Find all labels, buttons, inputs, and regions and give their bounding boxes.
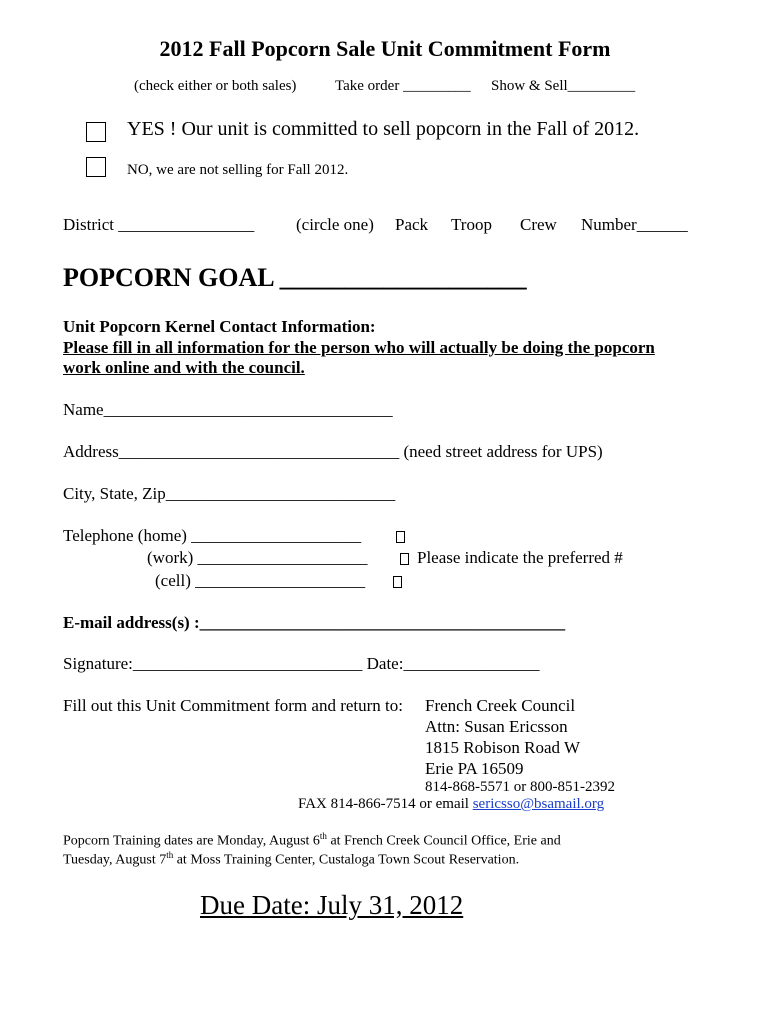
due-date: Due Date: July 31, 2012 <box>200 890 464 920</box>
yes-option-label: YES ! Our unit is committed to sell popcorn in the Fall of 2012. <box>127 118 640 140</box>
phone-cell-preferred-box[interactable] <box>393 576 402 588</box>
sales-note: (check either or both sales) <box>134 78 297 94</box>
no-checkbox[interactable] <box>86 157 106 177</box>
preferred-number-note: Please indicate the preferred # <box>417 548 623 567</box>
popcorn-goal-field[interactable]: POPCORN GOAL ___________________ <box>63 263 527 292</box>
return-phones: 814-868-5571 or 800-851-2392 <box>425 779 615 795</box>
training-line-2 <box>63 850 519 869</box>
take-order-field[interactable]: Take order _________ <box>335 78 471 94</box>
training-line-1 <box>63 831 561 850</box>
email-field[interactable]: E-mail address(s) :___________________________________________ <box>63 613 566 632</box>
fax-email-line <box>298 796 604 813</box>
troop-option[interactable]: Troop <box>451 215 492 234</box>
return-street: 1815 Robison Road W <box>425 738 581 757</box>
training-line1-sup: th <box>319 831 327 841</box>
city-state-zip-field[interactable]: City, State, Zip___________________________ <box>63 484 396 503</box>
contact-heading: Unit Popcorn Kernel Contact Information: <box>63 317 376 336</box>
training-line2-rest: at Moss Training Center, Custaloga Town Scout Reservation. <box>173 852 520 868</box>
unit-number-field[interactable]: Number______ <box>581 215 688 234</box>
district-field[interactable]: District ________________ <box>63 215 255 234</box>
training-line2-sup: th <box>166 850 174 860</box>
show-sell-field[interactable]: Show & Sell_________ <box>491 78 636 94</box>
return-attn: Attn: Susan Ericsson <box>425 717 568 736</box>
pack-option[interactable]: Pack <box>395 215 429 234</box>
training-line1-rest: at French Creek Council Office, Erie and <box>326 833 561 849</box>
training-line2-text: Tuesday, August 7 <box>63 852 167 868</box>
return-city: Erie PA 16509 <box>425 759 524 778</box>
crew-option[interactable]: Crew <box>520 215 557 234</box>
phone-home-field[interactable]: Telephone (home) ____________________ <box>63 526 362 545</box>
address-field[interactable]: Address_________________________________ (need street address for UPS) <box>63 442 603 461</box>
no-option-label: NO, we are not selling for Fall 2012. <box>127 162 349 178</box>
phone-cell-field[interactable]: (cell) ____________________ <box>155 571 366 590</box>
phone-work-preferred-box[interactable] <box>400 553 409 565</box>
return-instruction: Fill out this Unit Commitment form and return to: <box>63 696 403 715</box>
yes-checkbox[interactable] <box>86 122 106 142</box>
contact-instruction-line2: work online and with the council. <box>63 358 305 377</box>
circle-one-label: (circle one) <box>296 215 374 234</box>
signature-date-field[interactable]: Signature:___________________________ Date:________________ <box>63 654 540 673</box>
phone-work-field[interactable]: (work) ____________________ <box>147 548 368 567</box>
form-title: 2012 Fall Popcorn Sale Unit Commitment Form <box>159 36 611 61</box>
contact-instruction-line1: Please fill in all information for the person who will actually be doing the popcorn <box>63 338 655 357</box>
return-council: French Creek Council <box>425 696 576 715</box>
council-email-link[interactable]: sericsso@bsamail.org <box>472 796 605 812</box>
phone-home-preferred-box[interactable] <box>396 531 405 543</box>
name-field[interactable]: Name__________________________________ <box>63 400 393 419</box>
fax-text: FAX 814-866-7514 or email <box>298 796 473 812</box>
training-line1-text: Popcorn Training dates are Monday, August 6 <box>63 833 320 849</box>
